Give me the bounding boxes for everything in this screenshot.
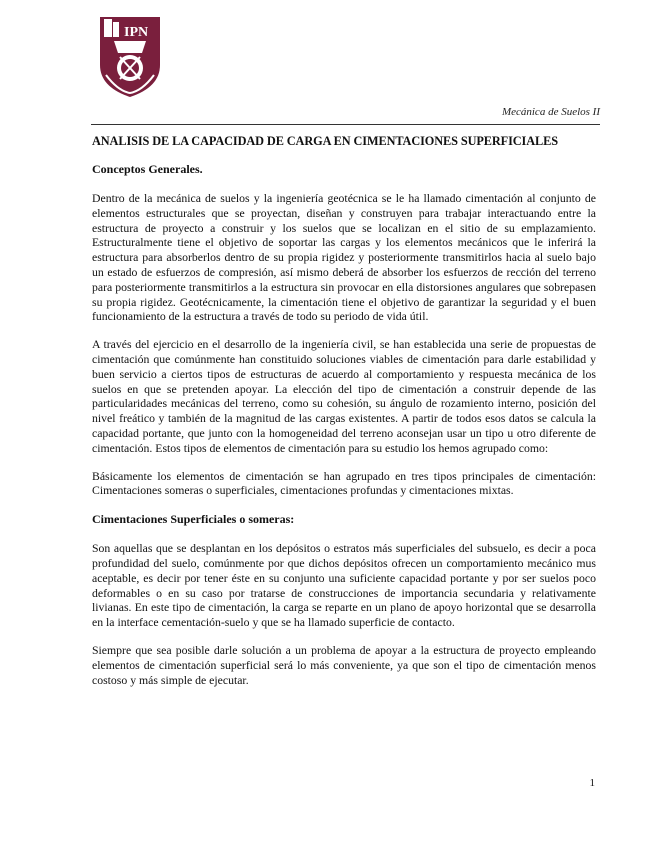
- header-rule: [91, 124, 600, 125]
- section-heading-conceptos: Conceptos Generales.: [92, 162, 203, 176]
- ipn-logo-icon: [98, 13, 162, 99]
- paragraph: Son aquellas que se desplantan en los depósitos o estratos más superficiales del subsuelo, es decir a poca profundidad del suelo, comúnmente por que dichos depósitos ofrecen un comportamiento mecánico mus aceptable, es decir por tener éste en su conjunto una suficiente capacidad portante y por ser suelos poco deformables o en su caso por tratarse de construcciones de importancia secundaria y relativamente livianas. En este tipo de cimentación, la carga se reparte en un plano de apoyo horizontal que se desarrolla en la interface cementación-suelo y que se ha llamado superficie de contacto.: [92, 542, 596, 630]
- paragraph: A través del ejercicio en el desarrollo de la ingeniería civil, se han establecida una serie de propuestas de cimentación que comúnmente han constituido soluciones viables de cimentación para darle estabilidad y buen servicio a ciertos tipos de estructuras de acuerdo al comportamiento y respuesta mecánica de los suelos en que se pretenden apoyar. La elección del tipo de cimentación a construir depende de las particularidades mecánicas del terreno, como su cohesión, su ángulo de rozamiento interno, posición del nivel freático y también de la magnitud de las cargas existentes. A partir de todos esos datos se calcula la capacidad portante, que junto con la homogeneidad del terreno aconsejan usar un tipo u otro diferente de cimentación. Estos tipos de elementos de cimentación para su estudio los hemos agrupado como:: [92, 338, 596, 455]
- running-title: Mecánica de Suelos II: [501, 106, 600, 118]
- paragraph: Dentro de la mecánica de suelos y la ingeniería geotécnica se le ha llamado cimentación al conjunto de elementos estructurales que se proyectan, diseñan y construyen para trabajar interactuando entre la estructura de proyecto a construir y los suelos que se localizan en el sitio de su emplazamiento. Estructuralmente tiene el objetivo de soportar las cargas y los elementos mecánicos que le inferirá la estructura para absorberlos dentro de su propia rigidez y posteriormente transmitirlos hacia al suelo bajo un estado de esfuerzos de compresión, así mismo deberá de absorber los esfuerzos de rección del terreno para posteriormente transmitirlos a la estructura sin provocar en ella distorsiones angulares que sobrepasen su propia rigidez. Geotécnicamente, la cimentación tiene el objetivo de garantizar la seguridad y el buen funcionamiento de la estructura a través de todo su periodo de vida útil.: [92, 192, 596, 324]
- document-body: [92, 134, 596, 701]
- paragraph: Básicamente los elementos de cimentación se han agrupado en tres tipos principales de cimentación: Cimentaciones someras o superficiales, cimentaciones profundas y cimentaciones mixtas.: [92, 469, 596, 498]
- paragraph: Siempre que sea posible darle solución a un problema de apoyar a la estructura de proyecto empleando elementos de cimentación superficial será lo más conveniente, ya que son el tipo de cimentación menos costoso y más simple de ejecutar.: [92, 643, 596, 687]
- document-title: ANALISIS DE LA CAPACIDAD DE CARGA EN CIMENTACIONES SUPERFICIALES: [92, 134, 558, 148]
- page-number: 1: [589, 777, 595, 789]
- section-heading-superficiales: Cimentaciones Superficiales o someras:: [92, 512, 295, 527]
- svg-text:IPN: IPN: [124, 25, 149, 40]
